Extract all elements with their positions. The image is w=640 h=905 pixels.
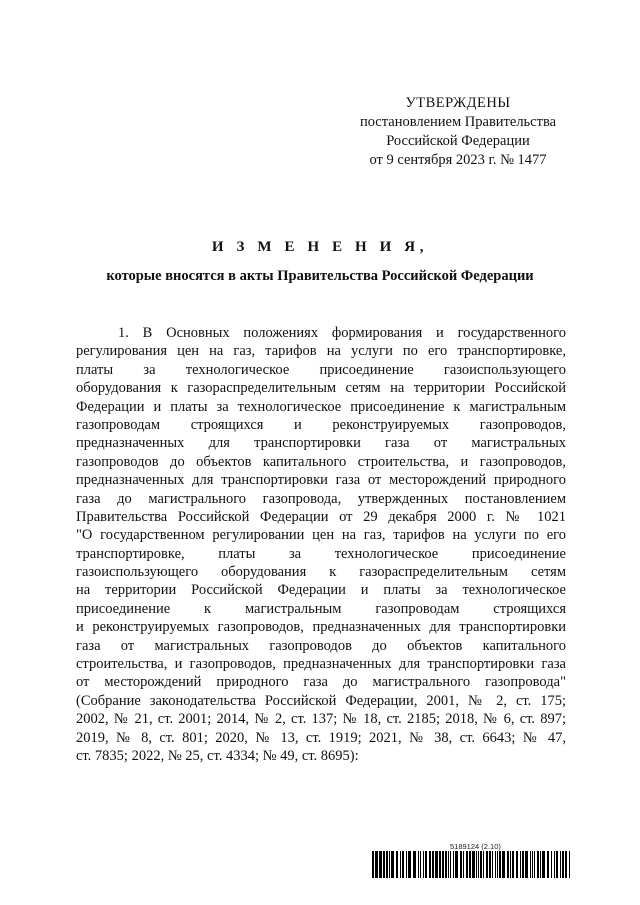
- barcode-bar: [520, 851, 521, 878]
- barcode-bar: [375, 851, 378, 878]
- barcode-bar: [480, 851, 482, 878]
- text-line: регулирования цен на газ, тарифов на услуги по его транспортировке,: [76, 343, 566, 360]
- text-line: на территории Российской Федерации и платы за технологическое: [76, 582, 566, 599]
- barcode-bar: [502, 851, 505, 878]
- barcode-bar: [507, 851, 509, 878]
- barcode-bar: [542, 851, 545, 878]
- barcode-bar: [510, 851, 511, 878]
- text-line: и реконструируемых газопроводов, предназначенных для транспортировки: [76, 619, 566, 636]
- barcode-bar: [413, 851, 416, 878]
- barcode-bar: [418, 851, 419, 878]
- barcode-bar: [499, 851, 501, 878]
- barcode-bar: [379, 851, 382, 878]
- barcode-bar: [463, 851, 464, 878]
- approval-date: от 9 сентября 2023 г. № 1477: [369, 152, 547, 168]
- barcode-bar: [391, 851, 394, 878]
- barcode-bar: [453, 851, 454, 878]
- barcode-bar: [389, 851, 390, 878]
- text-line: ст. 7835; 2022, № 25, ст. 4334; № 49, ст. 8695):: [76, 747, 359, 764]
- document-title: И З М Е Н Е Н И Я,: [211, 239, 429, 255]
- text-line: оборудования к газораспределительным сетям на территории Российской: [76, 380, 566, 397]
- text-line: строительства, и газопроводов, предназначенных для транспортировки газа: [76, 656, 566, 673]
- barcode-bar: [525, 851, 528, 878]
- barcode-bar: [435, 851, 438, 878]
- text-line: газопроводам строящихся и реконструируемых газопроводов,: [76, 416, 566, 433]
- document-code: 5189124 (2.10): [450, 842, 501, 851]
- text-line: транспортировке, платы за технологическое присоединение: [76, 545, 566, 562]
- text-line: 2019, № 8, ст. 801; 2020, № 13, ст. 1919; 2021, № 38, ст. 6643; № 47,: [76, 729, 566, 746]
- barcode-bar: [530, 851, 531, 878]
- barcode-bar: [396, 851, 398, 878]
- text-line: предназначенных для транспортировки газа от месторождений природного: [76, 472, 566, 489]
- text-line: Правительства Российской Федерации от 29 декабря 2000 г. № 1021: [76, 508, 566, 525]
- text-line: от месторождений природного газа до магистрального газопровода": [76, 674, 566, 691]
- barcode-bar: [534, 851, 535, 878]
- barcode-bar: [372, 851, 374, 878]
- barcode-bar: [497, 851, 498, 878]
- barcode-bar: [547, 851, 549, 878]
- text-line: предназначенных для транспортировки газа от магистральных: [76, 435, 566, 452]
- barcode-bar: [478, 851, 479, 878]
- barcode-bar: [400, 851, 401, 878]
- text-line: 1. В Основных положениях формирования и государственного: [118, 325, 566, 341]
- barcode-bar: [489, 851, 491, 878]
- text-line: 2002, № 21, ст. 2001; 2014, № 2, ст. 137; № 18, ст. 2185; 2018, № 6, ст. 897;: [76, 711, 566, 728]
- text-line: Федерации и платы за технологическое присоединение к магистральным: [76, 398, 566, 415]
- barcode-bar: [450, 851, 451, 878]
- text-line: газопроводов до объектов капитального строительства, и газопроводов,: [76, 453, 566, 470]
- text-line: присоединение к магистральным газопроводам строящихся: [76, 600, 566, 617]
- text-line: платы за технологическое присоединение газоиспользующего: [76, 361, 566, 378]
- barcode-bar: [448, 851, 449, 878]
- barcode-bar: [469, 851, 471, 878]
- barcode-bar: [406, 851, 407, 878]
- approval-line: Российской Федерации: [386, 133, 530, 149]
- barcode-bar: [532, 851, 533, 878]
- barcode-bar: [512, 851, 514, 878]
- barcode-bar: [551, 851, 552, 878]
- paragraph-1: [76, 324, 566, 765]
- barcode-bar: [540, 851, 541, 878]
- barcode-bar: [537, 851, 539, 878]
- barcode-bar: [442, 851, 444, 878]
- barcode-bar: [455, 851, 458, 878]
- barcode-bar: [386, 851, 388, 878]
- barcode-bar: [476, 851, 477, 878]
- barcode-bar: [516, 851, 518, 878]
- barcode-bar: [569, 851, 570, 878]
- barcode-bar: [402, 851, 404, 878]
- text-line: "О государственном регулировании цен на газ, тарифов на услуги по его: [76, 527, 566, 544]
- barcode-bar: [554, 851, 555, 878]
- barcode-bar: [522, 851, 524, 878]
- barcode-bar: [466, 851, 468, 878]
- text-line: (Собрание законодательства Российской Федерации, 2001, № 2, ст. 175;: [76, 692, 566, 709]
- barcode-bar: [492, 851, 493, 878]
- barcode-bar: [560, 851, 561, 878]
- barcode-bar: [472, 851, 475, 878]
- approval-block: [340, 94, 576, 170]
- approval-line: постановлением Правительства: [359, 114, 557, 130]
- barcode-bar: [556, 851, 558, 878]
- barcode-bar: [383, 851, 385, 878]
- document-subtitle: которые вносятся в акты Правительства Российской Федерации: [106, 268, 534, 284]
- text-line: газа до магистрального газопровода, утвержденных постановлением: [76, 490, 566, 507]
- barcode-bar: [423, 851, 424, 878]
- text-line: газоиспользующего оборудования к газораспределительным сетям: [76, 564, 566, 581]
- barcode-bar: [425, 851, 427, 878]
- barcode-bar: [495, 851, 496, 878]
- barcode-bar: [439, 851, 441, 878]
- approval-heading: УТВЕРЖДЕНЫ: [405, 95, 511, 111]
- barcode-bar: [486, 851, 488, 878]
- text-line: газа от магистральных газопроводов до объектов капитального: [76, 637, 566, 654]
- barcode-bar: [562, 851, 564, 878]
- barcode-bar: [432, 851, 434, 878]
- barcode-bar: [445, 851, 447, 878]
- barcode-bar: [483, 851, 484, 878]
- barcode-bar: [408, 851, 411, 878]
- barcode-icon: [372, 851, 570, 878]
- barcode-bar: [429, 851, 431, 878]
- barcode-bar: [565, 851, 567, 878]
- barcode-bar: [460, 851, 462, 878]
- barcode-bar: [420, 851, 421, 878]
